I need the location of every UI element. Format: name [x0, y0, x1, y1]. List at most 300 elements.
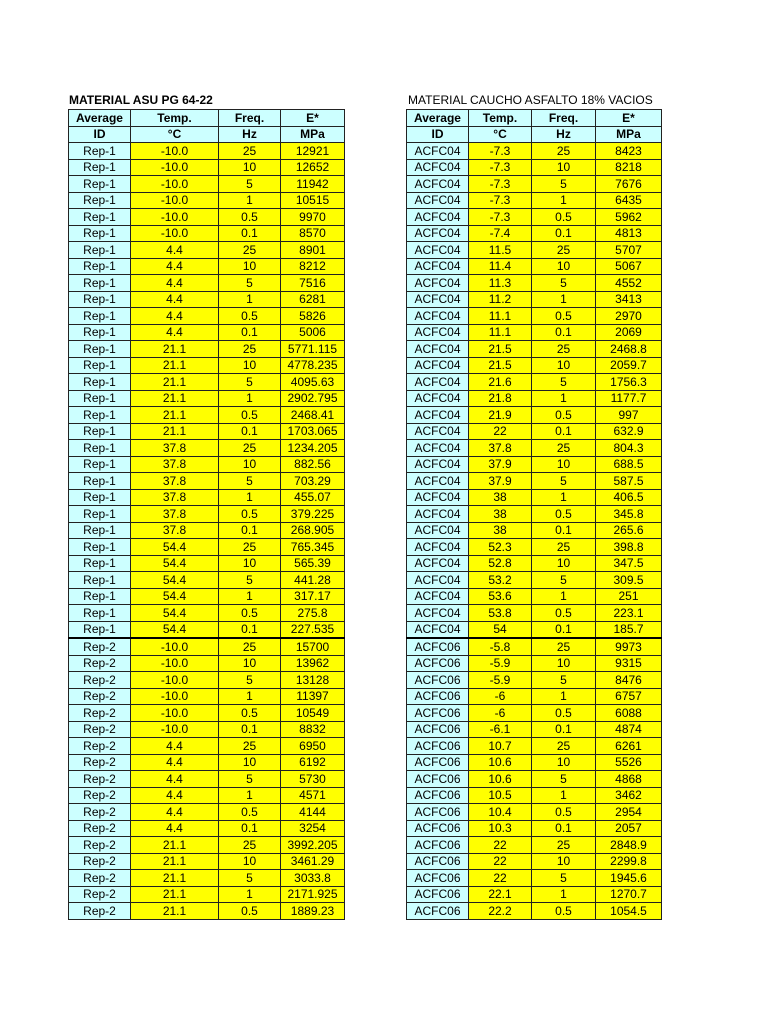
- cell-modulus: 8901: [281, 242, 345, 259]
- table-row: [407, 423, 662, 440]
- cell-freq: 0.1: [532, 721, 596, 738]
- cell-freq: 0.1: [219, 324, 281, 341]
- cell-id: ACFC04: [407, 588, 469, 605]
- cell-temp: -5.9: [469, 672, 532, 689]
- table-row: [69, 275, 345, 292]
- cell-id: ACFC06: [407, 787, 469, 804]
- cell-id: Rep-2: [69, 655, 131, 672]
- cell-modulus: 2468.8: [596, 341, 662, 358]
- column-header-id: Average: [69, 110, 131, 127]
- cell-modulus: 345.8: [596, 506, 662, 523]
- cell-modulus: 268.905: [281, 522, 345, 539]
- cell-temp: 10.7: [469, 738, 532, 755]
- cell-modulus: 347.5: [596, 555, 662, 572]
- table-row: [69, 506, 345, 523]
- table-row: [407, 705, 662, 722]
- table-row: [69, 176, 345, 193]
- cell-freq: 1: [219, 588, 281, 605]
- cell-modulus: 1889.23: [281, 903, 345, 920]
- cell-freq: 5: [219, 176, 281, 193]
- cell-modulus: 3254: [281, 820, 345, 837]
- cell-modulus: 3413: [596, 291, 662, 308]
- table-row: [69, 423, 345, 440]
- cell-temp: 21.1: [131, 903, 219, 920]
- cell-temp: 54.4: [131, 588, 219, 605]
- cell-temp: -6: [469, 688, 532, 705]
- cell-freq: 1: [219, 291, 281, 308]
- cell-modulus: 2970: [596, 308, 662, 325]
- cell-modulus: 9973: [596, 638, 662, 655]
- cell-freq: 10: [532, 655, 596, 672]
- cell-temp: 22: [469, 423, 532, 440]
- cell-id: Rep-1: [69, 374, 131, 391]
- table-row: [69, 555, 345, 572]
- cell-freq: 25: [532, 837, 596, 854]
- cell-id: Rep-1: [69, 390, 131, 407]
- cell-modulus: 2954: [596, 804, 662, 821]
- cell-temp: 54.4: [131, 605, 219, 622]
- cell-id: ACFC04: [407, 291, 469, 308]
- cell-id: Rep-2: [69, 754, 131, 771]
- column-header-modulus: E*: [596, 110, 662, 127]
- cell-id: ACFC04: [407, 572, 469, 589]
- cell-modulus: 6192: [281, 754, 345, 771]
- cell-modulus: 2299.8: [596, 853, 662, 870]
- cell-temp: -10.0: [131, 721, 219, 738]
- cell-id: Rep-2: [69, 870, 131, 887]
- cell-freq: 1: [219, 886, 281, 903]
- table-row: [69, 143, 345, 160]
- cell-id: ACFC06: [407, 638, 469, 655]
- cell-modulus: 11397: [281, 688, 345, 705]
- header-row: [69, 126, 345, 143]
- cell-id: Rep-1: [69, 258, 131, 275]
- right-data-table: [406, 109, 662, 920]
- table-row: [69, 588, 345, 605]
- table-row: [407, 506, 662, 523]
- table-row: [69, 870, 345, 887]
- cell-id: ACFC04: [407, 324, 469, 341]
- cell-freq: 0.1: [219, 820, 281, 837]
- cell-id: Rep-1: [69, 242, 131, 259]
- cell-id: ACFC06: [407, 903, 469, 920]
- column-header-modulus: MPa: [596, 126, 662, 143]
- cell-freq: 10: [219, 754, 281, 771]
- table-row: [69, 225, 345, 242]
- cell-freq: 0.5: [532, 506, 596, 523]
- cell-temp: -7.4: [469, 225, 532, 242]
- cell-temp: 54: [469, 621, 532, 638]
- cell-id: Rep-1: [69, 275, 131, 292]
- cell-freq: 10: [219, 853, 281, 870]
- cell-id: Rep-1: [69, 506, 131, 523]
- table-row: [407, 886, 662, 903]
- cell-freq: 10: [532, 357, 596, 374]
- cell-modulus: 251: [596, 588, 662, 605]
- cell-id: ACFC04: [407, 242, 469, 259]
- table-row: [407, 621, 662, 638]
- column-header-freq: Hz: [532, 126, 596, 143]
- cell-freq: 0.5: [532, 903, 596, 920]
- cell-temp: 37.9: [469, 473, 532, 490]
- table-row: [69, 820, 345, 837]
- cell-freq: 5: [532, 473, 596, 490]
- column-header-freq: Hz: [219, 126, 281, 143]
- table-row: [69, 357, 345, 374]
- cell-id: Rep-1: [69, 209, 131, 226]
- cell-id: Rep-1: [69, 522, 131, 539]
- table-row: [69, 572, 345, 589]
- cell-freq: 1: [532, 588, 596, 605]
- cell-freq: 10: [532, 555, 596, 572]
- cell-id: Rep-1: [69, 572, 131, 589]
- table-row: [69, 754, 345, 771]
- cell-temp: 54.4: [131, 555, 219, 572]
- table-row: [407, 242, 662, 259]
- cell-modulus: 1756.3: [596, 374, 662, 391]
- cell-modulus: 882.56: [281, 456, 345, 473]
- cell-modulus: 9970: [281, 209, 345, 226]
- cell-freq: 1: [219, 192, 281, 209]
- cell-modulus: 5067: [596, 258, 662, 275]
- header-row: [407, 110, 662, 127]
- cell-modulus: 4571: [281, 787, 345, 804]
- cell-temp: -10.0: [131, 159, 219, 176]
- cell-temp: 21.1: [131, 374, 219, 391]
- cell-id: ACFC04: [407, 539, 469, 556]
- cell-modulus: 317.17: [281, 588, 345, 605]
- cell-modulus: 765.345: [281, 539, 345, 556]
- table-row: [407, 341, 662, 358]
- cell-id: Rep-1: [69, 456, 131, 473]
- cell-id: ACFC06: [407, 886, 469, 903]
- table-row: [407, 258, 662, 275]
- cell-modulus: 9315: [596, 655, 662, 672]
- cell-modulus: 2468.41: [281, 407, 345, 424]
- cell-id: Rep-1: [69, 159, 131, 176]
- cell-temp: 4.4: [131, 275, 219, 292]
- cell-modulus: 1054.5: [596, 903, 662, 920]
- cell-freq: 25: [219, 539, 281, 556]
- cell-id: ACFC06: [407, 738, 469, 755]
- table-row: [69, 721, 345, 738]
- cell-modulus: 1234.205: [281, 440, 345, 457]
- cell-freq: 5: [219, 672, 281, 689]
- table-row: [407, 787, 662, 804]
- cell-temp: -7.3: [469, 192, 532, 209]
- cell-freq: 25: [532, 539, 596, 556]
- cell-temp: 10.3: [469, 820, 532, 837]
- cell-freq: 0.1: [219, 522, 281, 539]
- table-row: [407, 572, 662, 589]
- column-header-modulus: E*: [281, 110, 345, 127]
- cell-id: ACFC06: [407, 672, 469, 689]
- cell-modulus: 455.07: [281, 489, 345, 506]
- table-row: [407, 605, 662, 622]
- cell-modulus: 2059.7: [596, 357, 662, 374]
- table-row: [69, 489, 345, 506]
- cell-id: ACFC06: [407, 870, 469, 887]
- cell-temp: 22.1: [469, 886, 532, 903]
- cell-temp: 21.1: [131, 341, 219, 358]
- table-row: [407, 870, 662, 887]
- cell-temp: 21.1: [131, 853, 219, 870]
- cell-modulus: 1703.065: [281, 423, 345, 440]
- cell-temp: 22: [469, 853, 532, 870]
- cell-id: ACFC06: [407, 655, 469, 672]
- cell-temp: 4.4: [131, 738, 219, 755]
- table-row: [69, 258, 345, 275]
- table-row: [69, 804, 345, 821]
- cell-temp: 37.8: [131, 473, 219, 490]
- cell-freq: 0.1: [532, 522, 596, 539]
- cell-freq: 5: [532, 374, 596, 391]
- cell-modulus: 8212: [281, 258, 345, 275]
- cell-freq: 1: [219, 390, 281, 407]
- cell-freq: 25: [219, 341, 281, 358]
- cell-id: ACFC04: [407, 374, 469, 391]
- column-header-freq: Freq.: [219, 110, 281, 127]
- cell-id: Rep-1: [69, 407, 131, 424]
- cell-modulus: 441.28: [281, 572, 345, 589]
- cell-modulus: 2171.925: [281, 886, 345, 903]
- cell-id: Rep-2: [69, 804, 131, 821]
- cell-freq: 25: [219, 242, 281, 259]
- cell-temp: 11.3: [469, 275, 532, 292]
- cell-freq: 10: [532, 853, 596, 870]
- table-row: [69, 522, 345, 539]
- cell-id: ACFC06: [407, 705, 469, 722]
- table-row: [407, 308, 662, 325]
- table-row: [69, 738, 345, 755]
- table-row: [69, 440, 345, 457]
- cell-temp: -7.3: [469, 159, 532, 176]
- cell-freq: 1: [532, 787, 596, 804]
- cell-temp: -10.0: [131, 225, 219, 242]
- cell-id: ACFC06: [407, 804, 469, 821]
- cell-temp: 52.3: [469, 539, 532, 556]
- cell-temp: -5.8: [469, 638, 532, 655]
- table-row: [407, 159, 662, 176]
- cell-freq: 0.1: [532, 621, 596, 638]
- table-row: [69, 324, 345, 341]
- column-header-modulus: MPa: [281, 126, 345, 143]
- cell-id: Rep-1: [69, 291, 131, 308]
- cell-temp: 4.4: [131, 308, 219, 325]
- cell-freq: 5: [532, 572, 596, 589]
- cell-modulus: 227.535: [281, 621, 345, 638]
- cell-modulus: 8570: [281, 225, 345, 242]
- cell-freq: 5: [219, 473, 281, 490]
- cell-temp: -6: [469, 705, 532, 722]
- cell-modulus: 4868: [596, 771, 662, 788]
- cell-id: ACFC04: [407, 473, 469, 490]
- cell-id: ACFC06: [407, 820, 469, 837]
- cell-freq: 0.5: [219, 705, 281, 722]
- table-row: [69, 374, 345, 391]
- cell-freq: 0.1: [532, 820, 596, 837]
- cell-temp: 22: [469, 870, 532, 887]
- cell-temp: 21.6: [469, 374, 532, 391]
- cell-temp: 21.5: [469, 357, 532, 374]
- cell-temp: 21.1: [131, 357, 219, 374]
- left-table-title: MATERIAL ASU PG 64-22: [69, 93, 213, 107]
- table-row: [69, 390, 345, 407]
- cell-id: Rep-1: [69, 324, 131, 341]
- cell-temp: 4.4: [131, 787, 219, 804]
- cell-id: Rep-1: [69, 440, 131, 457]
- cell-id: Rep-2: [69, 787, 131, 804]
- cell-modulus: 15700: [281, 638, 345, 655]
- cell-freq: 0.1: [219, 621, 281, 638]
- cell-freq: 10: [219, 555, 281, 572]
- cell-temp: 38: [469, 506, 532, 523]
- column-header-temp: °C: [469, 126, 532, 143]
- cell-freq: 25: [532, 440, 596, 457]
- table-row: [69, 242, 345, 259]
- cell-freq: 25: [219, 143, 281, 160]
- cell-temp: -7.3: [469, 176, 532, 193]
- table-row: [407, 804, 662, 821]
- cell-temp: -10.0: [131, 638, 219, 655]
- cell-temp: 38: [469, 522, 532, 539]
- cell-modulus: 223.1: [596, 605, 662, 622]
- cell-modulus: 804.3: [596, 440, 662, 457]
- cell-id: Rep-2: [69, 853, 131, 870]
- cell-modulus: 8476: [596, 672, 662, 689]
- table-row: [407, 489, 662, 506]
- cell-freq: 0.1: [219, 423, 281, 440]
- column-header-id: Average: [407, 110, 469, 127]
- table-row: [407, 837, 662, 854]
- cell-temp: 4.4: [131, 804, 219, 821]
- cell-id: ACFC04: [407, 258, 469, 275]
- cell-modulus: 565.39: [281, 555, 345, 572]
- table-row: [69, 473, 345, 490]
- cell-id: ACFC04: [407, 209, 469, 226]
- cell-temp: -7.3: [469, 209, 532, 226]
- cell-modulus: 379.225: [281, 506, 345, 523]
- cell-modulus: 4813: [596, 225, 662, 242]
- table-row: [407, 771, 662, 788]
- cell-temp: 54.4: [131, 572, 219, 589]
- table-row: [69, 655, 345, 672]
- header-row: [69, 110, 345, 127]
- cell-id: ACFC04: [407, 143, 469, 160]
- table-row: [407, 324, 662, 341]
- cell-modulus: 12652: [281, 159, 345, 176]
- cell-modulus: 10549: [281, 705, 345, 722]
- cell-freq: 25: [532, 242, 596, 259]
- cell-temp: 22.2: [469, 903, 532, 920]
- cell-modulus: 632.9: [596, 423, 662, 440]
- column-header-freq: Freq.: [532, 110, 596, 127]
- cell-temp: 10.6: [469, 754, 532, 771]
- cell-id: Rep-2: [69, 638, 131, 655]
- cell-freq: 25: [532, 341, 596, 358]
- cell-freq: 0.1: [532, 225, 596, 242]
- cell-temp: -10.0: [131, 176, 219, 193]
- cell-modulus: 8218: [596, 159, 662, 176]
- cell-temp: 53.2: [469, 572, 532, 589]
- cell-id: Rep-1: [69, 489, 131, 506]
- cell-id: ACFC06: [407, 688, 469, 705]
- cell-freq: 0.5: [219, 903, 281, 920]
- table-row: [407, 820, 662, 837]
- cell-id: Rep-1: [69, 539, 131, 556]
- cell-id: Rep-1: [69, 225, 131, 242]
- table-row: [69, 308, 345, 325]
- cell-temp: 10.6: [469, 771, 532, 788]
- cell-temp: 4.4: [131, 820, 219, 837]
- cell-id: Rep-1: [69, 192, 131, 209]
- cell-id: Rep-1: [69, 555, 131, 572]
- cell-id: Rep-2: [69, 837, 131, 854]
- cell-freq: 1: [219, 787, 281, 804]
- cell-modulus: 6435: [596, 192, 662, 209]
- cell-freq: 0.5: [532, 804, 596, 821]
- cell-freq: 0.5: [532, 605, 596, 622]
- cell-id: ACFC04: [407, 440, 469, 457]
- table-row: [69, 886, 345, 903]
- cell-freq: 0.1: [219, 721, 281, 738]
- cell-modulus: 587.5: [596, 473, 662, 490]
- cell-temp: 4.4: [131, 291, 219, 308]
- cell-id: ACFC04: [407, 621, 469, 638]
- cell-modulus: 4778.235: [281, 357, 345, 374]
- table-row: [69, 853, 345, 870]
- table-row: [69, 159, 345, 176]
- cell-id: ACFC04: [407, 390, 469, 407]
- cell-modulus: 4095.63: [281, 374, 345, 391]
- table-row: [69, 688, 345, 705]
- cell-temp: 4.4: [131, 242, 219, 259]
- table-row: [407, 522, 662, 539]
- cell-freq: 1: [532, 192, 596, 209]
- cell-id: ACFC04: [407, 275, 469, 292]
- cell-freq: 0.5: [219, 605, 281, 622]
- cell-temp: 21.1: [131, 870, 219, 887]
- cell-modulus: 8832: [281, 721, 345, 738]
- cell-modulus: 3992.205: [281, 837, 345, 854]
- cell-freq: 5: [532, 672, 596, 689]
- cell-temp: 11.2: [469, 291, 532, 308]
- table-row: [407, 209, 662, 226]
- cell-temp: 37.8: [131, 506, 219, 523]
- cell-freq: 10: [219, 159, 281, 176]
- table-row: [407, 853, 662, 870]
- cell-modulus: 5771.115: [281, 341, 345, 358]
- column-header-temp: °C: [131, 126, 219, 143]
- cell-temp: -7.3: [469, 143, 532, 160]
- cell-temp: 11.4: [469, 258, 532, 275]
- cell-id: ACFC06: [407, 721, 469, 738]
- cell-temp: 4.4: [131, 324, 219, 341]
- cell-modulus: 2069: [596, 324, 662, 341]
- cell-modulus: 3462: [596, 787, 662, 804]
- cell-freq: 0.1: [219, 225, 281, 242]
- cell-temp: 21.1: [131, 390, 219, 407]
- cell-temp: 37.8: [131, 522, 219, 539]
- cell-modulus: 5526: [596, 754, 662, 771]
- cell-modulus: 6757: [596, 688, 662, 705]
- cell-modulus: 4874: [596, 721, 662, 738]
- cell-modulus: 309.5: [596, 572, 662, 589]
- cell-freq: 1: [532, 688, 596, 705]
- cell-freq: 25: [532, 143, 596, 160]
- cell-modulus: 13962: [281, 655, 345, 672]
- table-row: [69, 903, 345, 920]
